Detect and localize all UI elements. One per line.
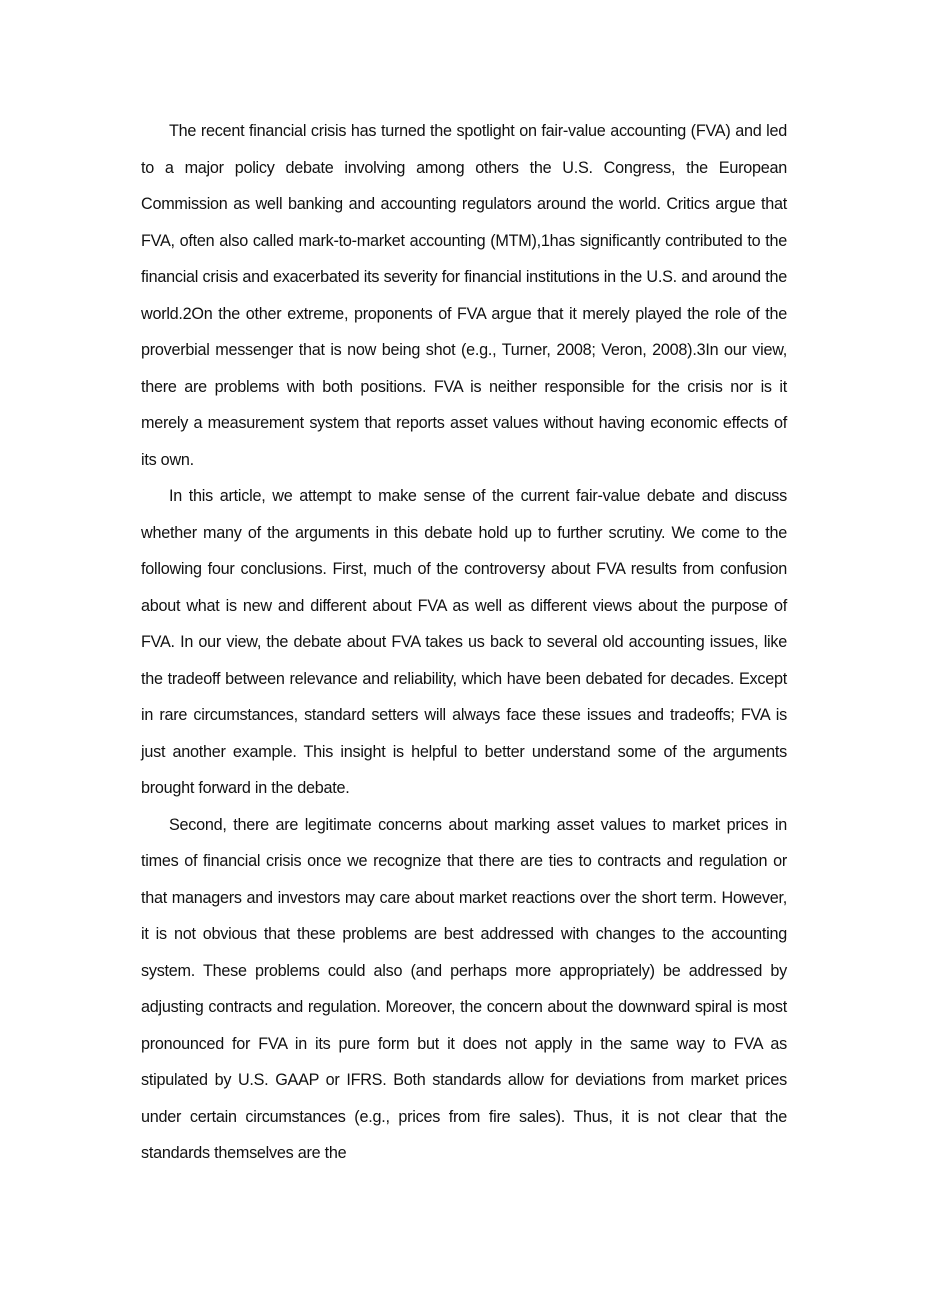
paragraph-3: Second, there are legitimate concerns about marking asset values to market prices in times of financial crisis once we recognize that there are ties to contracts and regulation or that managers and investors may care about market reactions over the short term. However, it is not obvious that these problems are best addressed with changes to the accounting system. These problems could also (and perhaps more appropriately) be addressed by adjusting contracts and regulation. Moreover, the concern about the downward spiral is most pronounced for FVA in its pure form but it does not apply in the same way to FVA as stipulated by U.S. GAAP or IFRS. Both standards allow for deviations from market prices under certain circumstances (e.g., prices from fire sales). Thus, it is not clear that the standards themselves are the <box>141 815 787 1162</box>
paragraph-1: The recent financial crisis has turned the spotlight on fair-value accounting (FVA) and led to a major policy debate involving among others the U.S. Congress, the European Commission as well banking and accounting regulators around the world. Critics argue that FVA, often also called mark-to-market accounting (MTM),1has significantly contributed to the financial crisis and exacerbated its severity for financial institutions in the U.S. and around the world.2On the other extreme, proponents of FVA argue that it merely played the role of the proverbial messenger that is now being shot (e.g., Turner, 2008; Veron, 2008).3In our view, there are problems with both positions. FVA is neither responsible for the crisis nor is it merely a measurement system that reports asset values without having economic effects of its own. <box>141 122 787 469</box>
body-text <box>141 113 787 1172</box>
paragraph-2: In this article, we attempt to make sense of the current fair-value debate and discuss whether many of the arguments in this debate hold up to further scrutiny. We come to the following four conclusions. First, much of the controversy about FVA results from confusion about what is new and different about FVA as well as different views about the purpose of FVA. In our view, the debate about FVA takes us back to several old accounting issues, like the tradeoff between relevance and reliability, which have been debated for decades. Except in rare circumstances, standard setters will always face these issues and tradeoffs; FVA is just another example. This insight is helpful to better understand some of the arguments brought forward in the debate. <box>141 487 787 797</box>
